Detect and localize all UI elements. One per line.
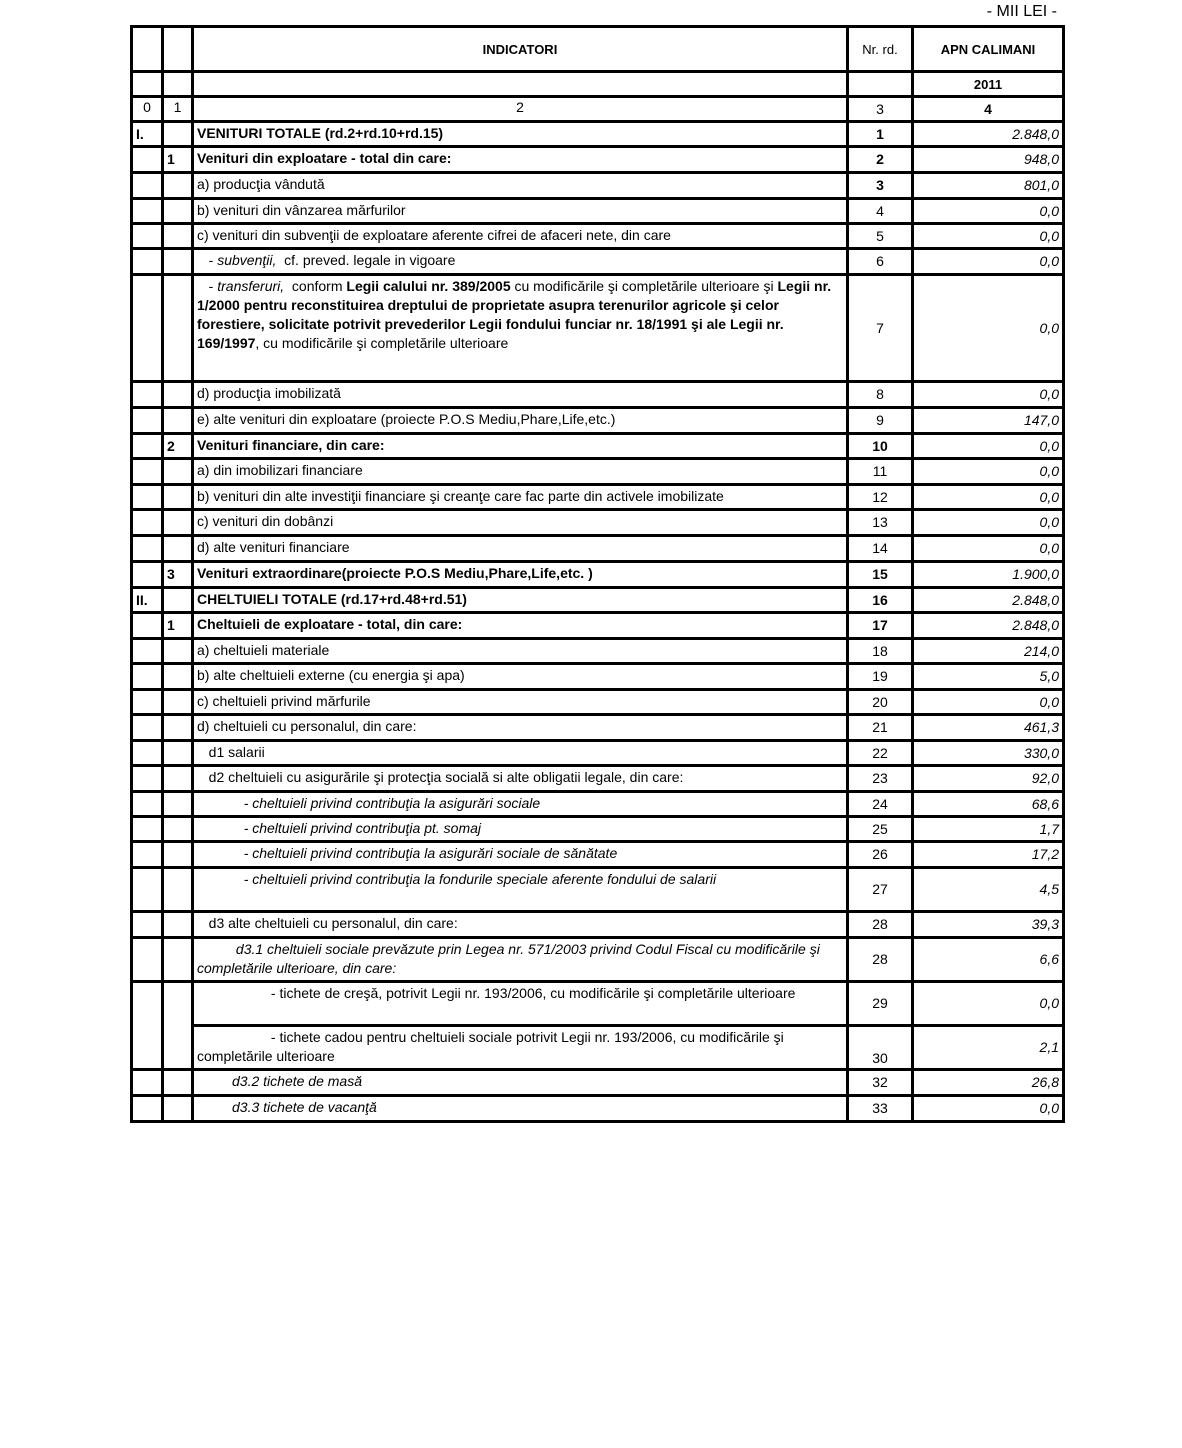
- label-segment: Venituri financiare, din care:: [197, 437, 385, 453]
- chapter-cell: II.: [132, 588, 163, 613]
- chapter-cell: [132, 938, 163, 982]
- table-row: [132, 224, 1064, 249]
- row-number: 16: [848, 588, 913, 613]
- label-segment: subvenţii,: [217, 252, 277, 268]
- row-value: 0,0: [913, 982, 1064, 1026]
- header-entity: APN CALIMANI: [913, 27, 1064, 72]
- label-segment: b) venituri din vânzarea mărfurilor: [197, 202, 406, 218]
- chapter-cell: [132, 664, 163, 690]
- row-value: 0,0: [913, 510, 1064, 536]
- chapter-cell: [132, 982, 163, 1070]
- label-segment: a) producţia vândută: [197, 176, 325, 192]
- indicator-label: [193, 562, 848, 588]
- row-value: 948,0: [913, 147, 1064, 173]
- row-value: 801,0: [913, 173, 1064, 199]
- table-row: [132, 199, 1064, 224]
- label-segment: e) alte venituri din exploatare (proiecte P.O.S Mediu,Phare,Life,etc.): [197, 411, 616, 427]
- chapter-cell: [132, 741, 163, 766]
- section-cell: [163, 199, 193, 224]
- indicator-label: [193, 173, 848, 199]
- label-segment: d2 cheltuieli cu asigurările şi protecţia socială si alte obligatii legale, din care:: [197, 769, 684, 785]
- section-cell: [163, 868, 193, 912]
- table-row: [132, 664, 1064, 690]
- chapter-cell: [132, 817, 163, 842]
- row-number: 5: [848, 224, 913, 249]
- indicator-label: [193, 536, 848, 562]
- label-segment: d3.2 tichete de masă: [197, 1073, 362, 1089]
- chapter-cell: [132, 842, 163, 868]
- table-row: [132, 249, 1064, 275]
- row-value: 6,6: [913, 938, 1064, 982]
- table-row: [132, 868, 1064, 912]
- row-value: 26,8: [913, 1070, 1064, 1096]
- table-row: [132, 562, 1064, 588]
- label-segment: CHELTUIELI TOTALE (rd.17+rd.48+rd.51): [197, 591, 467, 607]
- label-segment: d3 alte cheltuieli cu personalul, din care:: [197, 915, 458, 931]
- section-cell: 2: [163, 434, 193, 459]
- empty-cell: [193, 72, 848, 97]
- indicator-label: [193, 842, 848, 868]
- indicator-label: [193, 588, 848, 613]
- label-segment: d3.3 tichete de vacanţă: [197, 1099, 377, 1115]
- col-number: 1: [163, 97, 193, 122]
- row-number: 22: [848, 741, 913, 766]
- indicator-label: [193, 147, 848, 173]
- chapter-cell: [132, 408, 163, 434]
- row-value: 0,0: [913, 485, 1064, 510]
- row-number: 26: [848, 842, 913, 868]
- row-number: 2: [848, 147, 913, 173]
- row-number: 8: [848, 382, 913, 408]
- header-indicatori: INDICATORI: [193, 27, 848, 72]
- label-segment: , cu modificările şi completările ulterioare: [255, 335, 509, 351]
- table-row: [132, 792, 1064, 817]
- section-cell: [163, 275, 193, 382]
- table-row: [132, 434, 1064, 459]
- header-cell-1: [163, 27, 193, 72]
- row-number: 21: [848, 715, 913, 741]
- label-segment: Cheltuieli de exploatare - total, din care:: [197, 616, 463, 632]
- indicator-label: [193, 912, 848, 938]
- label-segment: a) cheltuieli materiale: [197, 642, 330, 658]
- label-segment: Legii nr. 1/2000 pentru reconstituirea dreptului de proprietate asupra terenurilor agricole şi celor forestiere, solicitate potrivit prevederilor Legii fondului funciar nr. 18/1991 şi ale Legii nr. 169/1997: [197, 278, 836, 351]
- label-segment: d) alte venituri financiare: [197, 539, 350, 555]
- section-cell: [163, 485, 193, 510]
- financial-indicators-table: [130, 25, 1065, 1123]
- indicator-label: [193, 1096, 848, 1122]
- section-cell: [163, 664, 193, 690]
- section-cell: 1: [163, 613, 193, 639]
- section-cell: [163, 792, 193, 817]
- indicator-label: [193, 122, 848, 147]
- row-value: 0,0: [913, 690, 1064, 715]
- table-row: [132, 485, 1064, 510]
- row-number: 10: [848, 434, 913, 459]
- table-row: [132, 690, 1064, 715]
- indicator-label: [193, 275, 848, 382]
- label-segment: d3.1 cheltuieli sociale prevăzute prin Legea nr. 571/2003 privind Codul Fiscal cu modificările şi completările ulterioare, din care:: [197, 941, 824, 976]
- row-number: 24: [848, 792, 913, 817]
- chapter-cell: [132, 1096, 163, 1122]
- row-number: 12: [848, 485, 913, 510]
- header-year: 2011: [913, 72, 1064, 97]
- row-number: 14: [848, 536, 913, 562]
- chapter-cell: [132, 690, 163, 715]
- empty-cell: [163, 72, 193, 97]
- row-value: 0,0: [913, 199, 1064, 224]
- row-value: 214,0: [913, 639, 1064, 664]
- row-number: 15: [848, 562, 913, 588]
- label-segment: - tichete de creşă, potrivit Legii nr. 193/2006, cu modificările şi completările ulterioare: [197, 985, 796, 1001]
- chapter-cell: [132, 868, 163, 912]
- section-cell: [163, 1096, 193, 1122]
- label-segment: Legii calului nr. 389/2005: [346, 278, 511, 294]
- table-row: [132, 147, 1064, 173]
- label-segment: c) cheltuieli privind mărfurile: [197, 693, 371, 709]
- row-number: 4: [848, 199, 913, 224]
- col-number: 0: [132, 97, 163, 122]
- row-value: 0,0: [913, 1096, 1064, 1122]
- section-cell: [163, 408, 193, 434]
- row-value: 2.848,0: [913, 588, 1064, 613]
- section-cell: [163, 766, 193, 792]
- row-number: 28: [848, 938, 913, 982]
- indicator-label: [193, 715, 848, 741]
- chapter-cell: [132, 485, 163, 510]
- chapter-cell: [132, 536, 163, 562]
- label-segment: Venituri din exploatare - total din care:: [197, 150, 452, 166]
- section-cell: [163, 842, 193, 868]
- empty-cell: [132, 72, 163, 97]
- row-number: 30: [848, 1026, 913, 1070]
- table-row: [132, 173, 1064, 199]
- chapter-cell: [132, 562, 163, 588]
- label-segment: d1 salarii: [197, 744, 265, 760]
- label-segment: b) venituri din alte investiţii financiare şi creanţe care fac parte din activele imobilizate: [197, 488, 724, 504]
- label-segment: VENITURI TOTALE (rd.2+rd.10+rd.15): [197, 125, 444, 141]
- row-value: 5,0: [913, 664, 1064, 690]
- section-cell: [163, 588, 193, 613]
- row-number: 33: [848, 1096, 913, 1122]
- indicator-label: [193, 690, 848, 715]
- label-segment: -: [197, 252, 218, 268]
- indicator-label: [193, 382, 848, 408]
- indicator-label: [193, 613, 848, 639]
- header-nr-rd: Nr. rd.: [848, 27, 913, 72]
- indicator-label: [193, 485, 848, 510]
- table-row: [132, 938, 1064, 982]
- chapter-cell: [132, 382, 163, 408]
- chapter-cell: [132, 199, 163, 224]
- label-segment: Venituri extraordinare(proiecte P.O.S Mediu,Phare,Life,etc. ): [197, 565, 593, 581]
- row-number: 13: [848, 510, 913, 536]
- table-row: [132, 536, 1064, 562]
- indicator-label: [193, 459, 848, 485]
- table-row: [132, 912, 1064, 938]
- indicator-label: [193, 510, 848, 536]
- col-number: 2: [193, 97, 848, 122]
- table-row: [132, 588, 1064, 613]
- chapter-cell: [132, 639, 163, 664]
- label-segment: cu modificările şi completările ulterioare şi: [510, 278, 778, 294]
- row-number: 17: [848, 613, 913, 639]
- section-cell: [163, 224, 193, 249]
- label-segment: transferuri,: [217, 278, 285, 294]
- row-value: 39,3: [913, 912, 1064, 938]
- year-row: [132, 72, 1064, 97]
- col-number: 3: [848, 97, 913, 122]
- section-cell: [163, 741, 193, 766]
- row-value: 2.848,0: [913, 613, 1064, 639]
- indicator-label: [193, 766, 848, 792]
- label-segment: c) venituri din dobânzi: [197, 513, 334, 529]
- section-cell: [163, 715, 193, 741]
- indicator-label: [193, 938, 848, 982]
- table-row: [132, 1096, 1064, 1122]
- row-value: 0,0: [913, 224, 1064, 249]
- table-row: [132, 715, 1064, 741]
- section-cell: [163, 249, 193, 275]
- row-value: 0,0: [913, 459, 1064, 485]
- col-number: 4: [913, 97, 1064, 122]
- table-row: [132, 408, 1064, 434]
- section-cell: [163, 912, 193, 938]
- chapter-cell: [132, 459, 163, 485]
- label-segment: - cheltuieli privind contribuţia la fondurile speciale aferente fondului de salarii: [197, 871, 717, 887]
- row-number: 3: [848, 173, 913, 199]
- table-row: [132, 817, 1064, 842]
- indicator-label: [193, 639, 848, 664]
- chapter-cell: [132, 173, 163, 199]
- table-row: [132, 766, 1064, 792]
- label-segment: cf. preved. legale in vigoare: [276, 252, 456, 268]
- section-cell: [163, 982, 193, 1070]
- chapter-cell: [132, 912, 163, 938]
- label-segment: d) cheltuieli cu personalul, din care:: [197, 718, 417, 734]
- row-number: 1: [848, 122, 913, 147]
- chapter-cell: [132, 510, 163, 536]
- row-number: 18: [848, 639, 913, 664]
- table-row: [132, 639, 1064, 664]
- chapter-cell: [132, 792, 163, 817]
- section-cell: [163, 639, 193, 664]
- row-value: 0,0: [913, 536, 1064, 562]
- table-row: [132, 1026, 1064, 1070]
- row-number: 28: [848, 912, 913, 938]
- chapter-cell: [132, 224, 163, 249]
- row-number: 11: [848, 459, 913, 485]
- table-row: [132, 459, 1064, 485]
- label-segment: a) din imobilizari financiare: [197, 462, 363, 478]
- indicator-label: [193, 224, 848, 249]
- indicator-label: [193, 982, 848, 1026]
- section-cell: 3: [163, 562, 193, 588]
- row-number: 25: [848, 817, 913, 842]
- table-row: [132, 741, 1064, 766]
- label-segment: c) venituri din subvenţii de exploatare aferente cifrei de afaceri nete, din care: [197, 227, 671, 243]
- section-cell: 1: [163, 147, 193, 173]
- empty-cell: [848, 72, 913, 97]
- section-cell: [163, 938, 193, 982]
- section-cell: [163, 817, 193, 842]
- table-row: [132, 275, 1064, 382]
- row-value: 0,0: [913, 434, 1064, 459]
- row-number: 6: [848, 249, 913, 275]
- row-value: 68,6: [913, 792, 1064, 817]
- table-row: [132, 982, 1064, 1026]
- label-segment: - tichete cadou pentru cheltuieli sociale potrivit Legii nr. 193/2006, cu modificările şi completările ulterioare: [197, 1029, 788, 1064]
- chapter-cell: [132, 249, 163, 275]
- header-row: [132, 27, 1064, 72]
- label-segment: conform: [284, 278, 347, 294]
- indicator-label: [193, 792, 848, 817]
- row-number: 19: [848, 664, 913, 690]
- row-number: 7: [848, 275, 913, 382]
- row-number: 20: [848, 690, 913, 715]
- row-value: 0,0: [913, 249, 1064, 275]
- row-value: 2,1: [913, 1026, 1064, 1070]
- indicator-label: [193, 664, 848, 690]
- row-value: 1,7: [913, 817, 1064, 842]
- indicator-label: [193, 868, 848, 912]
- row-number: 29: [848, 982, 913, 1026]
- table-row: [132, 842, 1064, 868]
- indicator-label: [193, 249, 848, 275]
- chapter-cell: I.: [132, 122, 163, 147]
- label-segment: - cheltuieli privind contribuţia la asigurări sociale de sănătate: [197, 845, 618, 861]
- row-number: 27: [848, 868, 913, 912]
- chapter-cell: [132, 715, 163, 741]
- label-segment: d) producţia imobilizată: [197, 385, 341, 401]
- indicator-label: [193, 817, 848, 842]
- indicator-label: [193, 199, 848, 224]
- row-value: 147,0: [913, 408, 1064, 434]
- row-value: 461,3: [913, 715, 1064, 741]
- header-cell-0: [132, 27, 163, 72]
- row-value: 17,2: [913, 842, 1064, 868]
- table-row: [132, 613, 1064, 639]
- chapter-cell: [132, 613, 163, 639]
- row-value: 0,0: [913, 382, 1064, 408]
- section-cell: [163, 382, 193, 408]
- table-row: [132, 122, 1064, 147]
- table-row: [132, 1070, 1064, 1096]
- row-value: 2.848,0: [913, 122, 1064, 147]
- section-cell: [163, 122, 193, 147]
- section-cell: [163, 459, 193, 485]
- chapter-cell: [132, 1070, 163, 1096]
- indicator-label: [193, 741, 848, 766]
- table-row: [132, 510, 1064, 536]
- chapter-cell: [132, 434, 163, 459]
- row-number: 32: [848, 1070, 913, 1096]
- indicator-label: [193, 434, 848, 459]
- row-number: 23: [848, 766, 913, 792]
- label-segment: -: [197, 278, 218, 294]
- row-number: 9: [848, 408, 913, 434]
- row-value: 0,0: [913, 275, 1064, 382]
- row-value: 330,0: [913, 741, 1064, 766]
- section-cell: [163, 1070, 193, 1096]
- unit-label: - MII LEI -: [986, 3, 1057, 20]
- section-cell: [163, 690, 193, 715]
- chapter-cell: [132, 766, 163, 792]
- row-value: 4,5: [913, 868, 1064, 912]
- chapter-cell: [132, 147, 163, 173]
- label-segment: - cheltuieli privind contribuţia pt. somaj: [197, 820, 482, 836]
- row-value: 1.900,0: [913, 562, 1064, 588]
- indicator-label: [193, 1070, 848, 1096]
- chapter-cell: [132, 275, 163, 382]
- row-value: 92,0: [913, 766, 1064, 792]
- section-cell: [163, 510, 193, 536]
- indicator-label: [193, 1026, 848, 1070]
- label-segment: - cheltuieli privind contribuţia la asigurări sociale: [197, 795, 541, 811]
- table-row: [132, 382, 1064, 408]
- column-numbers-row: [132, 97, 1064, 122]
- indicator-label: [193, 408, 848, 434]
- section-cell: [163, 536, 193, 562]
- label-segment: b) alte cheltuieli externe (cu energia şi apa): [197, 667, 465, 683]
- section-cell: [163, 173, 193, 199]
